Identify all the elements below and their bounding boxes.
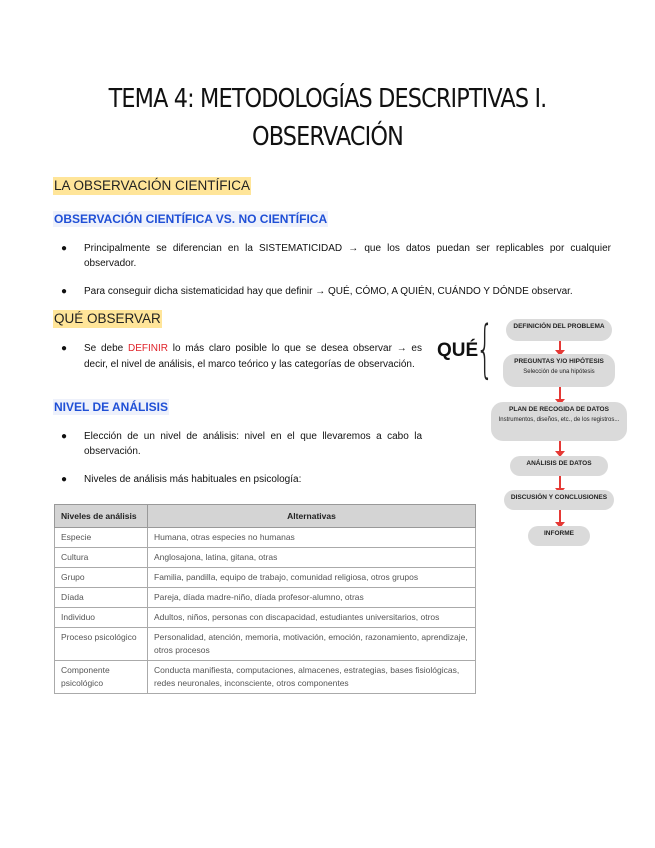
table-row: [55, 661, 476, 694]
curly-brace-icon: {: [476, 312, 494, 385]
table-cell: Conducta manifiesta, computaciones, almacenes, estrategias, bases fisiológicas, redes neuronales, inconsciente, otros componentes: [148, 661, 476, 694]
flow-step-discusion: DISCUSIÓN Y CONCLUSIONES: [504, 490, 614, 510]
bullet-dot-icon: ●: [61, 343, 68, 354]
flow-arrow-icon: [559, 387, 561, 400]
list-item: [61, 241, 611, 271]
flow-step-definicion: DEFINICIÓN DEL PROBLEMA: [506, 319, 612, 341]
table-cell: Componente psicológico: [55, 661, 148, 694]
bullet-dot-icon: ●: [61, 431, 68, 442]
flow-arrow-icon: [559, 341, 561, 351]
table-cell: Grupo: [55, 568, 148, 588]
bullet-text: Niveles de análisis más habituales en psicología:: [84, 474, 302, 485]
table-row: [55, 568, 476, 588]
list-item: [61, 472, 422, 487]
page-title-line2: OBSERVACIÓN: [251, 122, 404, 152]
table-cell: Individuo: [55, 608, 148, 628]
table-row: [55, 528, 476, 548]
flow-step-informe: INFORME: [528, 526, 590, 546]
flow-step-sub: Instrumentos, diseños, etc., de los registros...: [498, 417, 620, 423]
table-row: [55, 608, 476, 628]
section-heading-observacion: LA OBSERVACIÓN CIENTÍFICA: [54, 178, 251, 193]
table-cell: Familia, pandilla, equipo de trabajo, comunidad religiosa, otros grupos: [148, 568, 476, 588]
bullet-text-post: lo más claro posible lo que se desea observar → es decir, el nivel de análisis, el marco teórico y las categorías de observación.: [84, 343, 422, 370]
list-item: [61, 429, 422, 459]
bullet-dot-icon: ●: [61, 243, 68, 254]
flow-step-title: PREGUNTAS Y/O HIPÓTESIS: [514, 358, 604, 365]
table-cell: Proceso psicológico: [55, 628, 148, 661]
bullet-text: Para conseguir dicha sistematicidad hay que definir → QUÉ, CÓMO, A QUIÉN, CUÁNDO Y DÓNDE observar.: [84, 286, 573, 297]
table-row: [55, 628, 476, 661]
table-cell: Cultura: [55, 548, 148, 568]
table-header-cell: Niveles de análisis: [55, 505, 148, 528]
table-header-row: [55, 505, 476, 528]
flow-step-analisis: ANÁLISIS DE DATOS: [510, 456, 608, 476]
flow-step-plan: [491, 402, 627, 441]
bullet-text-pre: Se debe: [84, 343, 128, 354]
table-cell: Adultos, niños, personas con discapacidad, estudiantes universitarios, otros: [148, 608, 476, 628]
bullet-dot-icon: ●: [61, 474, 68, 485]
table-cell: Pareja, díada madre-niño, díada profesor-alumno, otras: [148, 588, 476, 608]
definir-highlight: DEFINIR: [127, 343, 168, 354]
subheading-cientifica-vs-no: OBSERVACIÓN CIENTÍFICA VS. NO CIENTÍFICA: [54, 212, 328, 226]
section-heading-que-observar: QUÉ OBSERVAR: [54, 311, 161, 326]
table-cell: Díada: [55, 588, 148, 608]
subheading-nivel-analisis: NIVEL DE ANÁLISIS: [54, 400, 169, 414]
bullet-dot-icon: ●: [61, 286, 68, 297]
table-header-cell: Alternativas: [148, 505, 476, 528]
flow-arrow-icon: [559, 441, 561, 452]
flow-arrow-icon: [559, 476, 561, 489]
list-item: [61, 284, 624, 299]
table-row: [55, 588, 476, 608]
bullet-text: Elección de un nivel de análisis: nivel en el que llevaremos a cabo la observación.: [84, 431, 422, 457]
flow-arrow-icon: [559, 510, 561, 523]
table-cell: Humana, otras especies no humanas: [148, 528, 476, 548]
flow-step-sub: Selección de una hipótesis: [523, 369, 595, 375]
page-title-line1: TEMA 4: METODOLOGÍAS DESCRIPTIVAS I.: [108, 84, 547, 114]
table-cell: Anglosajona, latina, gitana, otras: [148, 548, 476, 568]
niveles-analisis-table: [54, 504, 476, 694]
bullet-text: Principalmente se diferencian en la SISTEMATICIDAD → que los datos puedan ser replicables por cualquier observador.: [84, 243, 611, 269]
table-cell: Especie: [55, 528, 148, 548]
flow-step-preguntas: [503, 354, 615, 387]
list-item: [61, 341, 422, 373]
table-row: [55, 548, 476, 568]
que-label: QUÉ: [437, 340, 479, 361]
flow-step-title: PLAN DE RECOGIDA DE DATOS: [509, 406, 609, 413]
table-cell: Personalidad, atención, memoria, motivación, emoción, razonamiento, aprendizaje, otros procesos: [148, 628, 476, 661]
page-title: [46, 80, 609, 156]
